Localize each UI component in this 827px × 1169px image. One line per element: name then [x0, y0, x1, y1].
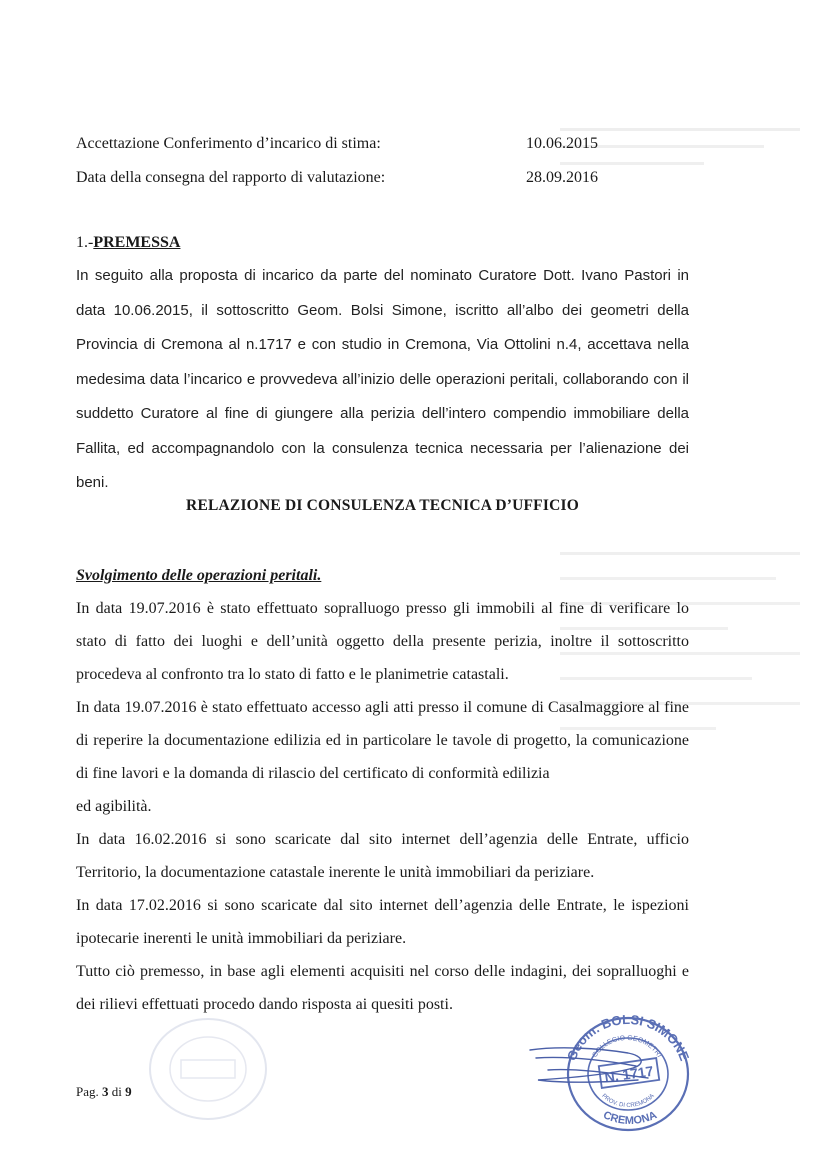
date-row-label: Accettazione Conferimento d’incarico di stima:: [76, 135, 381, 152]
premessa-heading: [76, 233, 180, 253]
page-footer: [76, 1084, 132, 1100]
body-paragraph: ed agibilità.: [76, 798, 152, 815]
body-paragraph: Tutto ciò premesso, in base agli elementi acquisiti nel corso delle indagini, dei sopralluoghi e dei rilievi effettuati procedo dando risposta ai quesiti posti.: [76, 963, 689, 1013]
date-row-value: 10.06.2015: [526, 135, 598, 152]
body-paragraph: In data 19.07.2016 è stato effettuato sopralluogo presso gli immobili al fine di verificare lo stato di fatto dei luoghi e dell’unità oggetto della presente perizia, inoltre il sottoscritto procedeva al confronto tra lo stato di fatto e le planimetrie catastali.: [76, 600, 689, 683]
section-title: RELAZIONE DI CONSULENZA TECNICA D’UFFICIO: [186, 497, 579, 514]
body-paragraph: In data 19.07.2016 è stato effettuato accesso agli atti presso il comune di Casalmaggiore al fine di reperire la documentazione edilizia ed in particolare le tavole di progetto, la comunicazione di fine lavori e la domanda di rilascio del certificato di conformità edilizia: [76, 699, 689, 782]
geometra-stamp: [528, 1008, 698, 1133]
date-row: [76, 134, 381, 154]
date-row-label: Data della consegna del rapporto di valutazione:: [76, 169, 386, 186]
premessa-number: 1.-: [76, 234, 94, 251]
footer-of: di: [111, 1084, 122, 1099]
subsection-title: Svolgimento delle operazioni peritali.: [76, 567, 322, 584]
premessa-title: PREMESSA: [93, 234, 181, 251]
stamp-college: COLLEGIO GEOMETRI: [591, 1034, 663, 1059]
body-paragraph: In data 17.02.2016 si sono scaricate dal sito internet dell’agenzia delle Entrate, le ispezioni ipotecarie inerenti le unità immobiliari da periziare.: [76, 897, 689, 947]
footer-total: 9: [125, 1084, 132, 1099]
stamp-province: PROV. DI CREMONA: [600, 1093, 656, 1109]
date-row: [76, 168, 385, 188]
stamp-city: CREMONA: [601, 1109, 659, 1127]
footer-page: 3: [102, 1084, 109, 1099]
stamp-name: Geom. BOLSI SIMONE: [563, 1011, 693, 1063]
date-row-value: 28.09.2016: [526, 169, 598, 186]
footer-prefix: Pag.: [76, 1084, 99, 1099]
stamp-number: N. 1717: [603, 1062, 655, 1086]
body-paragraph: In data 16.02.2016 si sono scaricate dal sito internet dell’agenzia delle Entrate, ufficio Territorio, la documentazione catastale inerente le unità immobiliari da periziare.: [76, 831, 689, 881]
bleed-through-stamp: [143, 1012, 273, 1127]
premessa-paragraph: In seguito alla proposta di incarico da parte del nominato Curatore Dott. Ivano Pastori in data 10.06.2015, il sottoscritto Geom. Bolsi Simone, iscritto all’albo dei geometri della Provincia di Cremona al n.1717 e con studio in Cremona, Via Ottolini n.4, accettava nella medesima data l’incarico e provvedeva all’inizio delle operazioni peritali, collaborando con il suddetto Curatore al fine di giungere alla perizia dell’intero compendio immobiliare della Fallita, ed accompagnandolo con la consulenza tecnica necessaria per l’alienazione dei beni.: [76, 267, 689, 491]
